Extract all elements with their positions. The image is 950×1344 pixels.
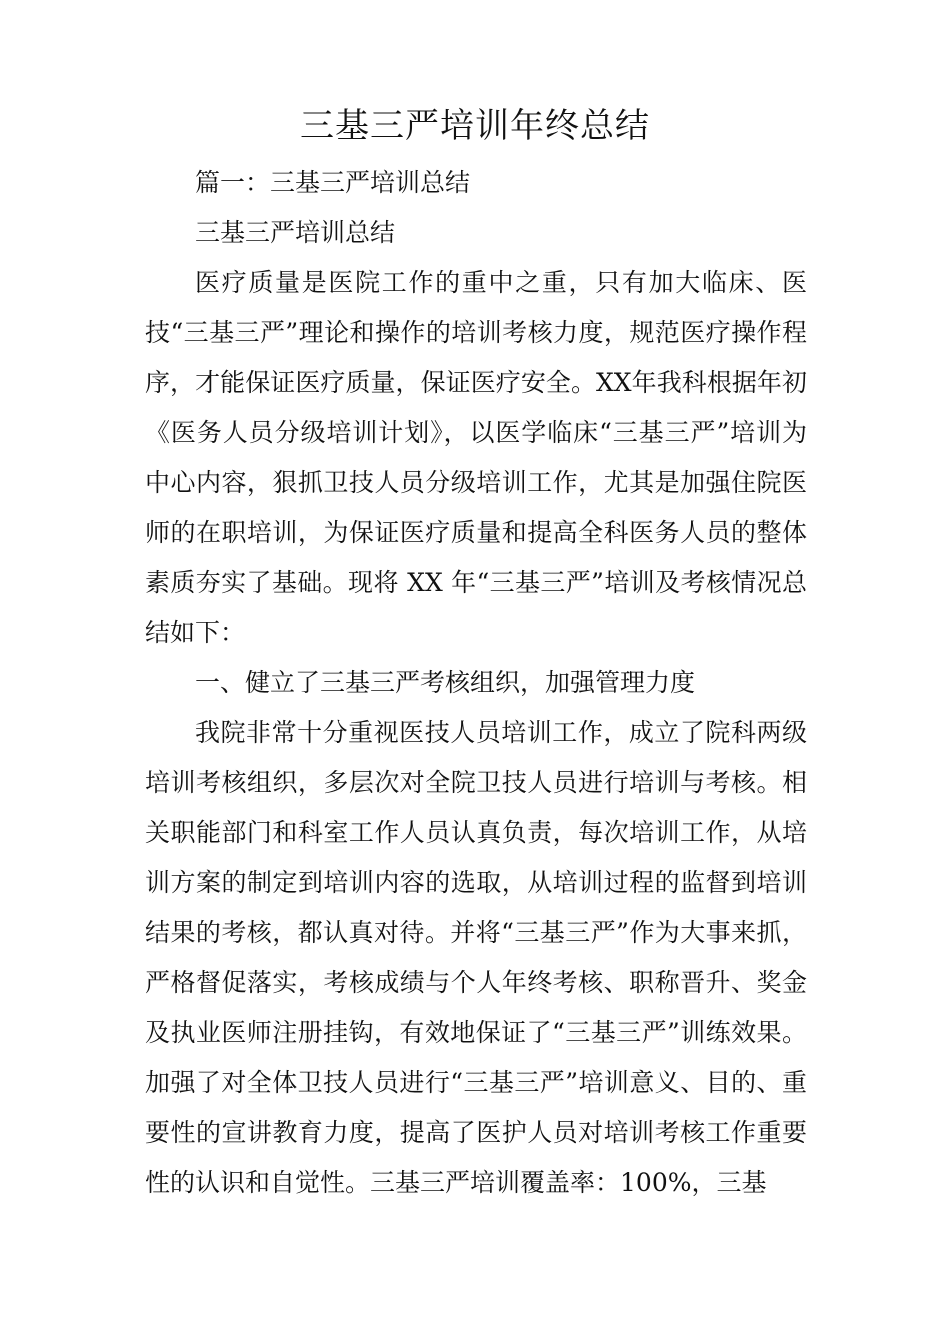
- document-body: [145, 158, 807, 1208]
- section-subtitle: 三基三严培训总结: [195, 218, 396, 247]
- body-paragraph-1: 我院非常十分重视医技人员培训工作，成立了院科两级培训考核组织，多层次对全院卫技人员进行培训与考核。相关职能部门和科室工作人员认真负责，每次培训工作，从培训方案的制定到培训内容的选取，从培训过程的监督到培训结果的考核，都认真对待。并将“三基三严”作为大事来抓，严格督促落实，考核成绩与个人年终考核、职称晋升、奖金及执业医师注册挂钩，有效地保证了“三基三严”训练效果。加强了对全体卫技人员进行“三基三严”培训意义、目的、重要性的宣讲教育力度，提高了医护人员对培训考核工作重要性的认识和自觉性。三基三严培训覆盖率：100%，三基: [145, 718, 807, 1197]
- section-label: 篇一：三基三严培训总结: [195, 168, 471, 197]
- intro-paragraph: 医疗质量是医院工作的重中之重，只有加大临床、医技“三基三严”理论和操作的培训考核力度，规范医疗操作程序，才能保证医疗质量，保证医疗安全。XX年我科根据年初《医务人员分级培训计划》，以医学临床“三基三严”培训为中心内容，狠抓卫技人员分级培训工作，尤其是加强住院医师的在职培训，为保证医疗质量和提高全科医务人员的整体素质夯实了基础。现将 XX 年“三基三严”培训及考核情况总结如下：: [145, 268, 807, 647]
- document-title: 三基三严培训年终总结: [300, 106, 650, 146]
- section-heading-1: 一、健立了三基三严考核组织，加强管理力度: [195, 668, 696, 697]
